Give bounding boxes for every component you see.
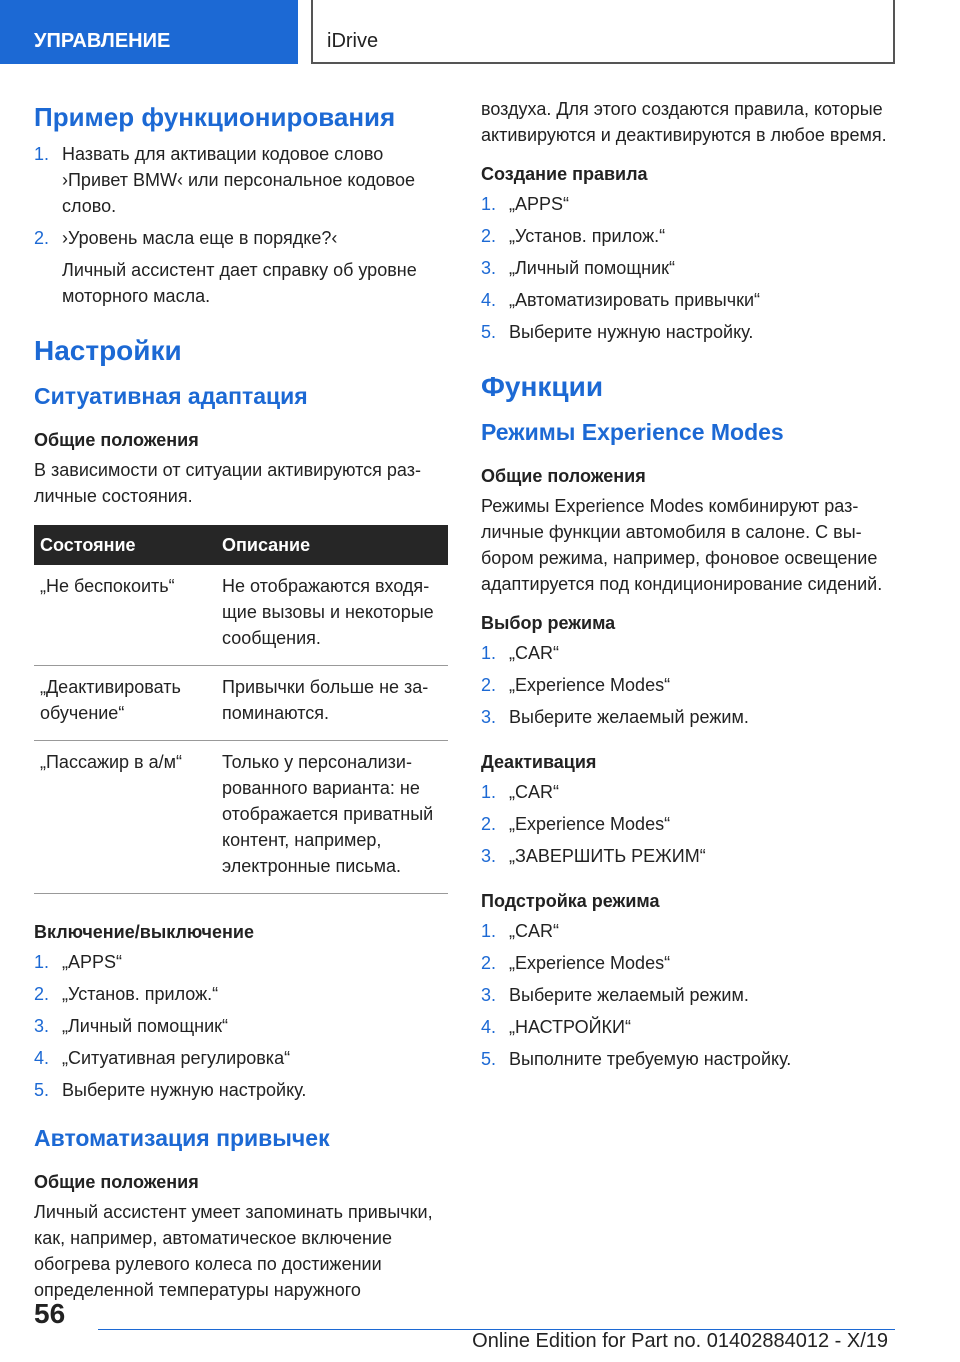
list-item <box>34 141 449 219</box>
list-number: 4. <box>481 290 497 310</box>
modes-text: Режимы Experience Modes комбинируют различные функции автомобиля в салоне. С выбором режима, например, фоновое освещение адаптируется под кондиционирование сидений. <box>481 496 883 594</box>
table-cell-state: „Деактивировать обучение“ <box>34 666 216 741</box>
settings-heading: Настройки <box>34 335 182 366</box>
list-item <box>481 319 896 345</box>
page-number: 56 <box>34 1298 66 1329</box>
table-cell-description: Привычки больше не запоминаются. <box>216 666 448 741</box>
general-label: Общие положения <box>34 430 199 450</box>
list-text: „CAR“ <box>509 643 559 663</box>
list-item <box>34 949 449 975</box>
list-text: „CAR“ <box>509 782 559 802</box>
list-number: 1. <box>481 194 497 214</box>
list-item <box>481 779 896 805</box>
adjust-label: Подстройка режима <box>481 891 660 911</box>
list-text: Выполните требуемую настройку. <box>509 1049 792 1069</box>
list-number: 5. <box>34 1080 50 1100</box>
list-item <box>481 287 896 313</box>
list-text: ›Уровень масла еще в порядке?‹ <box>62 228 338 248</box>
list-number: 3. <box>481 985 497 1005</box>
table-row <box>34 565 448 666</box>
topic-header: iDrive <box>311 0 895 64</box>
rule-label: Создание правила <box>481 164 648 184</box>
list-item <box>481 1046 896 1072</box>
list-number: 2. <box>34 228 50 248</box>
list-number: 1. <box>481 782 497 802</box>
list-number: 2. <box>481 814 497 834</box>
list-text: „Автоматизировать привычки“ <box>509 290 761 310</box>
list-item <box>481 982 896 1008</box>
modes-heading: Режимы Experience Modes <box>481 419 784 445</box>
general-text: В зависимости от ситуации активируются различные состояния. <box>34 460 421 506</box>
example-heading: Пример функционирования <box>34 102 396 132</box>
list-item <box>481 843 896 869</box>
list-number: 2. <box>34 984 50 1004</box>
list-text: „Experience Modes“ <box>509 814 671 834</box>
list-item <box>481 255 896 281</box>
example-list <box>34 141 449 309</box>
list-item <box>481 1014 896 1040</box>
list-number: 2. <box>481 226 497 246</box>
list-number: 2. <box>481 675 497 695</box>
footer-edition: Online Edition for Part no. 01402884012 - X/19 <box>472 1330 888 1352</box>
table-row <box>34 741 448 894</box>
list-text: „ЗАВЕРШИТЬ РЕЖИМ“ <box>509 846 706 866</box>
list-item <box>481 950 896 976</box>
list-item <box>34 1045 449 1071</box>
list-number: 1. <box>34 952 50 972</box>
section-tab: УПРАВЛЕНИЕ <box>0 0 298 64</box>
list-text: Выберите нужную настройку. <box>509 322 754 342</box>
list-item <box>34 1013 449 1039</box>
table-cell-state: „Пассажир в а/м“ <box>34 741 216 894</box>
list-number: 1. <box>481 921 497 941</box>
list-text: „Установ. прилож.“ <box>62 984 219 1004</box>
table-cell-description: Только у персонализированного варианта: не отображается приватный контент, например, электронные письма. <box>216 741 448 894</box>
table-cell-state: „Не беспокоить“ <box>34 565 216 666</box>
modes-general-label: Общие положения <box>481 466 646 486</box>
list-text: „Личный помощник“ <box>62 1016 228 1036</box>
list-number: 5. <box>481 1049 497 1069</box>
list-text: „Experience Modes“ <box>509 953 671 973</box>
list-text: Выберите желаемый режим. <box>509 707 749 727</box>
list-text: „APPS“ <box>62 952 123 972</box>
right-column <box>481 96 896 1094</box>
list-item <box>481 223 896 249</box>
list-number: 3. <box>481 258 497 278</box>
states-table <box>34 525 448 894</box>
list-item <box>481 640 896 666</box>
list-text: „Experience Modes“ <box>509 675 671 695</box>
situational-heading: Ситуативная адаптация <box>34 383 308 409</box>
habits-text: Личный ассистент умеет запоминать привычки, как, например, автоматическое включение обогрева рулевого колеса по достижении определенной температуры наружного <box>34 1202 433 1300</box>
list-text: Выберите нужную настройку. <box>62 1080 307 1100</box>
list-text: „НАСТРОЙКИ“ <box>509 1017 631 1037</box>
list-number: 3. <box>34 1016 50 1036</box>
list-number: 1. <box>481 643 497 663</box>
rule-list <box>481 191 896 345</box>
adjust-list <box>481 918 896 1072</box>
select-label: Выбор режима <box>481 613 616 633</box>
list-item <box>481 191 896 217</box>
list-number: 3. <box>481 707 497 727</box>
list-subtext: Личный ассистент дает справку об уровне моторного масла. <box>62 260 417 306</box>
list-number: 4. <box>481 1017 497 1037</box>
list-text: Назвать для активации кодовое слово ›Привет BMW‹ или персональное кодовое слово. <box>62 144 415 216</box>
list-text: „APPS“ <box>509 194 570 214</box>
list-item <box>34 225 449 309</box>
list-text: „Ситуативная регулировка“ <box>62 1048 291 1068</box>
deact-list <box>481 779 896 869</box>
list-text: „Установ. прилож.“ <box>509 226 666 246</box>
left-column <box>34 102 449 1319</box>
deact-label: Деактивация <box>481 752 597 772</box>
list-item <box>481 918 896 944</box>
table-header-state: Состояние <box>34 525 216 565</box>
list-text: „Личный помощник“ <box>509 258 675 278</box>
list-item <box>34 1077 449 1103</box>
table-header-row <box>34 525 448 565</box>
habits-heading: Автоматизация привычек <box>34 1125 330 1151</box>
list-number: 2. <box>481 953 497 973</box>
list-item <box>34 981 449 1007</box>
table-cell-description: Не отображаются входящие вызовы и некоторые сообщения. <box>216 565 448 666</box>
list-item <box>481 704 896 730</box>
list-text: „CAR“ <box>509 921 559 941</box>
list-number: 3. <box>481 846 497 866</box>
list-number: 4. <box>34 1048 50 1068</box>
list-number: 5. <box>481 322 497 342</box>
list-item <box>481 672 896 698</box>
list-item <box>481 811 896 837</box>
continued-text: воздуха. Для этого создаются правила, которые активируются и деактивируются в любое время. <box>481 99 887 145</box>
table-row <box>34 666 448 741</box>
onoff-list <box>34 949 449 1103</box>
functions-heading: Функции <box>481 371 604 402</box>
table-header-description: Описание <box>216 525 448 565</box>
onoff-label: Включение/выключение <box>34 922 254 942</box>
select-list <box>481 640 896 730</box>
habits-general-label: Общие положения <box>34 1172 199 1192</box>
list-text: Выберите желаемый режим. <box>509 985 749 1005</box>
list-number: 1. <box>34 144 50 164</box>
